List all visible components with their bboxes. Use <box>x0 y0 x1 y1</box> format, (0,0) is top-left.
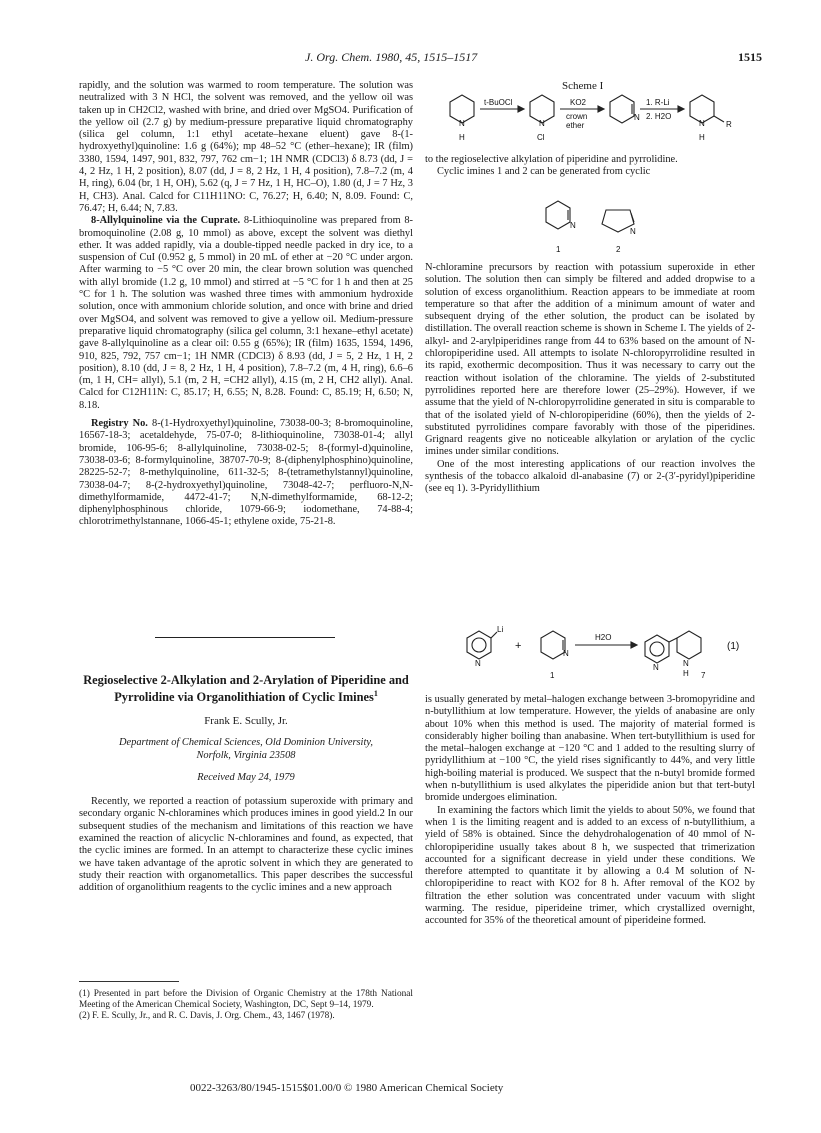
imine-ring <box>541 631 565 659</box>
svg-text:N: N <box>459 119 465 128</box>
imine-1-ring <box>546 201 570 229</box>
svg-text:N: N <box>539 119 545 128</box>
svg-text:N: N <box>653 663 659 672</box>
svg-text:H2O: H2O <box>595 633 612 642</box>
paragraph-4: One of the most interesting applications of our reaction involves the synthesis of the tobacco alkaloid dl-anabasine (7) or 2-(3′-pyridyl)piperidine (see eq 1). 3-Pyridyllithium <box>425 458 755 495</box>
left-column <box>79 80 413 529</box>
intro-paragraph: Recently, we reported a reaction of potassium superoxide with primary and secondary organic N-chloramines which produces imines in good yield.2 In our subsequent studies of the mechanism and limitations of this reaction we have examined the reaction of alicyclic N-chloramines and found, as expected, that the cyclic imines are formed. In an attempt to characterize these cyclic imines we have taken advantage of the aprotic solvent in which they are generated to study their reaction with organometallics. This paper describes the successful addition of organolithium reagents to the cyclic imines and a new approach <box>79 796 413 894</box>
svg-text:2. H2O: 2. H2O <box>646 112 672 121</box>
received-date: Received May 24, 1979 <box>197 771 295 783</box>
footnote-1: (1) Presented in part before the Division of Organic Chemistry at the 178th National Meeting of the American Chemical Society, Washington, DC, Sept 9–14, 1979. <box>79 989 413 1011</box>
svg-text:N: N <box>634 113 640 122</box>
imine-ring <box>610 95 634 123</box>
svg-text:N: N <box>683 659 689 668</box>
svg-text:7: 7 <box>701 671 706 680</box>
registry-section <box>79 418 413 529</box>
page-number: 1515 <box>738 50 762 64</box>
running-header: J. Org. Chem. 1980, 45, 1515–1517 <box>305 50 478 64</box>
registry-text: 8-(1-Hydroxyethyl)quinoline, 73038-00-3; 8-bromoquinoline, 16567-18-3; acetaldehyde, 75-07-0; 8-lithioquinoline, 73038-01-4; allyl bromide, 106-95-6; 8-allylquinoline, 73038-02-5; 8-(formyl-d)quinoline, 73038-03-6; 8-formylquinoline, 38707-70-9; 8-(diphenylphosphino)quinoline, 28225-52-7; 8-methylquinoline, 611-32-5; 8-(tetramethylstannyl)quinoline, 73038-04-7; 8-(2-hydroxyethyl)quinoline, 73048-42-7; perfluoro-N,N-dimethylformamide, 4472-41-7; N,N-dimethylformamide, 68-12-2; diphenylphosphinous chloride, 1079-66-9; iodomethane, 74-88-4; chlorotrimethylstannane, 1066-45-1; ethylene oxide, 75-21-8. <box>79 418 413 528</box>
svg-text:KO2: KO2 <box>570 98 587 107</box>
svg-text:t-BuOCl: t-BuOCl <box>484 98 513 107</box>
svg-text:N: N <box>475 659 481 668</box>
paragraph-6: In examining the factors which limit the yields to about 50%, we found that when 1 is the limiting reagent and is added to an excess of n-butyllithium, a yield of 58% is obtained. Since the dehydrohalogenation of 40 mmol of N-chloropiperidine usually takes about 8 h, we suspected that trimerization accounted for a significant decrease in yield under these conditions. We therefore attempted to quantitate it by allowing a 0.4 M solution of N-chloropiperidine to react with KO2 for 8 h. After removal of the KO2 by filtration the ether solution was concentrated under vacuum with slight warming. The residue, piperideine trimer, which crystallized overnight, accounted for 35% of the theoretical amount of piperideine formed. <box>425 804 755 927</box>
scheme-1-diagram <box>440 92 740 150</box>
cyclic-imines-diagram <box>530 196 660 258</box>
pyridine-ring <box>645 635 669 663</box>
svg-text:1. R-Li: 1. R-Li <box>646 98 670 107</box>
allyl-text: 8-Lithioquinoline was prepared from 8-bromoquinoline (2.08 g, 10 mmol) as above, except the solvent was diethyl ether. It was added rapidly, via a double-tipped needle packed in dry ice, to a suspension of CuI (0.952 g, 5 mmol) in 20 mL of ether at −20 °C under argon. After warming to −5 °C over 20 min, the clear brown solution was quenched with allyl bromide (1.2 g, 10 mmol) and stirred at −5 °C for 1 h and then at 25 °C for 1 h. The solution was washed three times with ammonium hydroxide solution, once with ammonium chloride solution, and once with brine and dried over MgSO4, and solvent was removed to give a yellow oil. Medium-pressure preparative liquid chromatography (silica gel column, 3:1 hexane–ethyl acetate) gave 8-allylquinoline as a clear oil: 0.55 g (65%); IR (film) 1635, 1594, 1496, 910, 825, 792, 757 cm−1; 1H NMR (CDCl3) δ 8.93 (dd, J = 5, 2 Hz, 1 H, 2 position), 8.10 (dd, J = 8, 2 Hz, 1 H, 4 position), 7.8–7.2 (m, 4 H, ring), 6.6–6 (m, 1 H, CH= allyl), 5.1 (m, 2 H, =CH2 allyl), 4.15 (m, 2 H, CH2 allyl). Anal. Calcd for C12H11N: C, 85.17; H, 6.55; N, 8.28. Found: C, 85.19; H, 6.50; N, 8.18. <box>79 215 413 411</box>
svg-text:N: N <box>563 649 569 658</box>
imine-label-2: 2 <box>616 245 621 254</box>
copyright-footer: 0022-3263/80/1945-1515$01.00/0 © 1980 American Chemical Society <box>190 1082 504 1094</box>
svg-text:ether: ether <box>566 121 585 130</box>
article-title: Regioselective 2-Alkylation and 2-Arylation of Piperidine and Pyrrolidine via Organolithiation of Cyclic Imines$^1$ <box>83 673 409 705</box>
svg-text:H: H <box>699 133 705 142</box>
right-column-top <box>425 154 755 179</box>
allyl-section <box>79 215 413 412</box>
svg-text:N: N <box>630 227 636 236</box>
affiliation: Department of Chemical Sciences, Old Dominion University, Norfolk, Virginia 23508 <box>119 737 373 761</box>
paragraph-5: is usually generated by metal–halogen exchange between 3-bromopyridine and n-butyllithium at low temperature. However, the yields of anabasine are only about 10% when this method is used. The majority of material formed is considerably higher boiling than anabasine. When tert-butyllithium is used for the metal–halogen exchange at −120 °C and 1 added to the resulting slurry of pyridyllithium at −100 °C, the yield rises significantly to 44%, and very little high-boiling material is produced. We suspect that the n-butyl bromide formed when n-butyllithium is used alkylates the piperidide anion but that tert-butyl bromide undergoes elimination. <box>425 694 755 804</box>
svg-text:crown: crown <box>566 112 588 121</box>
svg-text:R: R <box>726 120 732 129</box>
article-block <box>79 673 413 905</box>
experimental-paragraph: rapidly, and the solution was warmed to room temperature. The solution was neutralized with 3 N HCl, the solvent was removed, and the yellow oil was taken up in CH2Cl2, washed with brine, and dried over MgSO4. Purification of the yellow oil (2.7 g) by medium-pressure preparative liquid chromatography (silica gel column, 1:1 ethyl acetate–hexane eluent) gave 8-(1-hydroxyethyl)quinoline: 1.6 g (64%); mp 48–52 °C (ether–hexane); IR (film) 3380, 1594, 1497, 901, 832, 797, 762 cm−1; 1H NMR (CDCl3) δ 8.73 (dd, J = 4, 2 Hz, 1 H, 2 position), 8.07 (dd, J = 8, 2 Hz, 1 H, 4 position), 7.8–7.2 (m, 4 H, ring), 6.04 (br, 1 H, OH), 5.62 (q, J = 7 Hz, 1 H, HC–O), 1.80 (d, J = 7 Hz, 3 H, CH3). Anal. Calcd for C11H11NO: C, 76.27; H, 6.40; N, 8.09. Found: C, 76.47; H, 6.44; N, 7.83. <box>79 80 413 214</box>
svg-text:1: 1 <box>550 671 555 680</box>
footnote-rule <box>79 981 179 982</box>
svg-text:+: + <box>515 640 522 652</box>
right-column-mid <box>425 262 755 496</box>
imine-label-1: 1 <box>556 245 561 254</box>
svg-text:Li: Li <box>497 625 504 634</box>
allyl-heading: 8-Allylquinoline via the Cuprate. <box>91 215 241 227</box>
author: Frank E. Scully, Jr. <box>204 714 288 727</box>
svg-text:H: H <box>683 669 689 678</box>
svg-text:N: N <box>699 119 705 128</box>
equation-1-diagram <box>455 620 755 682</box>
footnote-2: (2) F. E. Scully, Jr., and R. C. Davis, J. Org. Chem., 43, 1467 (1978). <box>79 1011 335 1022</box>
right-column-bottom <box>425 694 755 928</box>
paragraph-2: Cyclic imines 1 and 2 can be generated from cyclic <box>437 166 651 178</box>
paragraph-1: to the regioselective alkylation of piperidine and pyrrolidine. <box>425 154 678 165</box>
equation-number: (1) <box>727 641 740 652</box>
piperidine-ring <box>677 631 701 659</box>
svg-text:H: H <box>459 133 465 142</box>
pyridyllithium-ring <box>467 631 491 659</box>
scheme-label: Scheme I <box>562 80 604 92</box>
footnotes <box>79 989 413 1022</box>
section-divider <box>155 637 335 638</box>
svg-text:N: N <box>570 221 576 230</box>
registry-heading: Registry No. <box>91 418 148 430</box>
paragraph-3: N-chloramine precursors by reaction with potassium superoxide in ether solution. The solution then can simply be filtered and added dropwise to a solution of excess organolithium. Reaction appears to be immediate at room temperature so that after the addition of a minimum amount of water and subsequent drying of the ether solution, the product can be isolated by distillation. The overall reaction scheme is shown in Scheme I. The yields of 2-alkyl- and 2-arylpiperidines range from 44 to 63% based on the amount of N-chloropiperidine used. All attempts to isolate N-chloropyrrolidine resulted in its rapid, exothermic decomposition. Thus it was necessary to carry out the reaction without isolation of the chloramine. The yields of 2-substituted pyrrolidines reported here are therefore lower (25–29%). However, if we assume that the yield of N-chloropyrrolidine generated in situ is comparable to that of the isolated yield of N-chloropiperidine (60%), then the yields of 2-substituted pyrrolidines compare favorably with those of the piperidines. Grignard reagents give no noticeable alkylation or arylation of the cyclic imines under similar conditions. <box>425 262 755 458</box>
svg-text:Cl: Cl <box>537 133 545 142</box>
